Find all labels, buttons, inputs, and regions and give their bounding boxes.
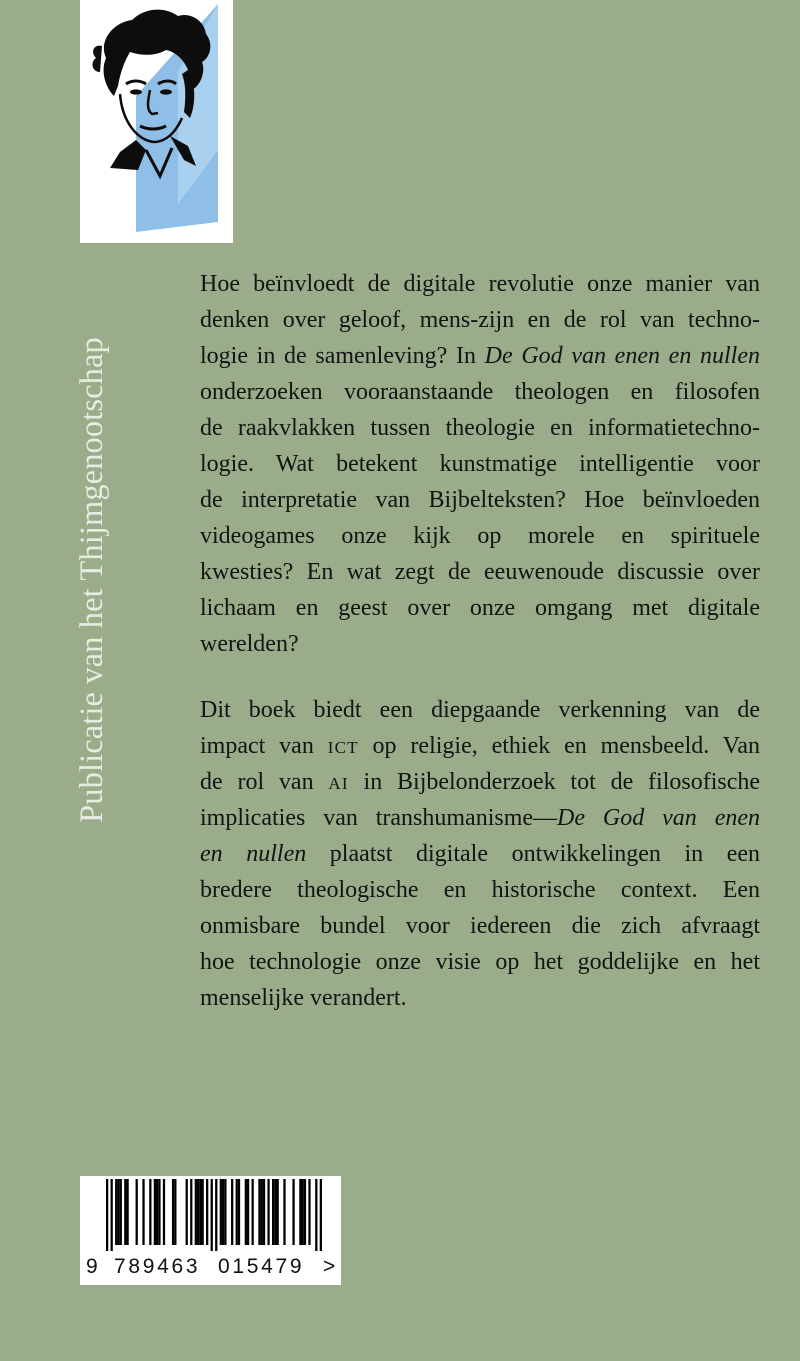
body-text: de raakvlakken tussen theologie en informatietechno- [200,415,760,441]
blurb-p2-line [200,800,760,836]
barcode-guard-bar [315,1179,317,1251]
barcode-bar [120,1179,122,1245]
barcode-bar [277,1179,279,1245]
blurb-p1-line [200,554,760,590]
isbn-end-mark: > [323,1255,336,1278]
body-text: kwesties? En wat zegt de eeuwenoude discussie over [200,559,760,585]
barcode-bar [154,1179,156,1245]
isbn-right-group: 015479 [218,1255,305,1278]
barcode-bar [126,1179,128,1245]
barcode-bar [274,1179,276,1245]
barcode-bar [267,1179,269,1245]
barcode-bar [220,1179,222,1245]
barcode-bar [231,1179,233,1245]
body-text: logie. Wat betekent kunstmatige intelligentie voor [200,451,760,477]
blurb-paragraph-2 [200,692,760,1016]
blurb-p2-line [200,872,760,908]
isbn-lead-digit: 9 [86,1255,98,1278]
barcode-bar [163,1179,165,1245]
barcode-bar [199,1179,201,1245]
barcode-bar [136,1179,138,1245]
body-text: plaatst digitale ontwikkelingen in een [306,841,761,867]
body-text: in Bijbelonderzoek tot de filosofische [348,769,760,795]
isbn-left-group: 789463 [114,1255,201,1278]
barcode-bar [156,1179,158,1245]
blurb-p2-line [200,908,760,944]
body-text: Hoe beïnvloedt de digitale revolutie onze manier van [200,271,760,297]
body-text: de interpretatie van Bijbelteksten? Hoe beïnvloeden [200,487,760,513]
italic-title-text: De God van enen [557,805,760,831]
blurb-p1-line [200,338,760,374]
barcode-bar [292,1179,294,1245]
barcode-bar [302,1179,304,1245]
barcode-bar [252,1179,254,1245]
barcode-bar [224,1179,226,1245]
barcode-bar [172,1179,174,1245]
blurb-p1-line [200,518,760,554]
body-text: onderzoeken vooraanstaande theologen en filosofen [200,379,760,405]
barcode-guard-bar [106,1179,108,1251]
barcode-bar [142,1179,144,1245]
barcode-bar [238,1179,240,1245]
publisher-logo [80,0,233,243]
barcode-bar [124,1179,126,1245]
barcode-bar [186,1179,188,1245]
isbn-barcode [80,1176,341,1285]
barcode-bar [247,1179,249,1245]
body-text: denken over geloof, mens-zijn en de rol van techno- [200,307,760,333]
body-text: hoe technologie onze visie op het goddelijke en het [200,949,760,975]
barcode-bar [174,1179,176,1245]
blurb-paragraph-1 [200,266,760,662]
body-text: op religie, ethiek en mensbeeld. Van [358,733,760,759]
barcode-guard-bar [215,1179,217,1251]
barcode-guard-bar [211,1179,213,1251]
barcode-bar [158,1179,160,1245]
barcode-guard-bar [111,1179,113,1251]
barcode-bar [299,1179,301,1245]
barcode-bar [261,1179,263,1245]
small-caps-text: AI [328,774,349,793]
back-cover-blurb [200,266,760,1016]
barcode-bar [197,1179,199,1245]
blurb-p2-line [200,692,760,728]
barcode-bar [115,1179,117,1245]
body-text: implicaties van transhumanisme— [200,805,558,831]
body-text: onmisbare bundel voor iedereen die zich afvraagt [200,913,760,939]
barcode-bar [190,1179,192,1245]
blurb-p1-line [200,266,760,302]
barcode-bar [308,1179,310,1245]
blurb-p2-line [200,728,760,764]
barcode-bar [272,1179,274,1245]
body-text: de rol van [200,769,329,795]
blurb-p1-line [200,446,760,482]
blurb-p2-line [200,980,760,1016]
barcode-bar [195,1179,197,1245]
portrait-logo-icon [80,0,233,243]
blurb-p2-line [200,764,760,800]
body-text: videogames onze kijk op morele en spirituele [200,523,760,549]
blurb-p2-line [200,944,760,980]
body-text: bredere theologische en historische context. Een [200,877,760,903]
barcode-bar [206,1179,208,1245]
barcode-guard-bar [320,1179,322,1251]
blurb-p1-line [200,626,760,662]
isbn-number [80,1252,341,1282]
barcode-bar [117,1179,119,1245]
barcode-bar [304,1179,306,1245]
body-text: logie in de samenleving? In [200,343,485,369]
body-text: lichaam en geest over onze omgang met digitale [200,595,760,621]
blurb-p1-line [200,374,760,410]
barcode-bar [149,1179,151,1245]
barcode-bars [106,1179,322,1251]
italic-title-text: en nullen [200,841,307,867]
barcode-bar [236,1179,238,1245]
blurb-p1-line [200,590,760,626]
barcode-bar [222,1179,224,1245]
body-text: menselijke verandert. [200,985,407,1011]
barcode-bar [258,1179,260,1245]
small-caps-text: ICT [327,738,359,757]
body-text: werelden? [200,631,299,657]
blurb-p2-line [200,836,760,872]
body-text: impact van [200,733,328,759]
barcode-bar [283,1179,285,1245]
blurb-p1-line [200,482,760,518]
barcode-bar [263,1179,265,1245]
blurb-p1-line [200,302,760,338]
italic-title-text: De God van enen en nullen [484,343,760,369]
body-text: Dit boek biedt een diepgaande verkenning van de [200,697,760,723]
blurb-p1-line [200,410,760,446]
spine-publisher-text: Publicatie van het Thijmgenootschap [74,337,110,823]
barcode-bar [245,1179,247,1245]
barcode-bar [201,1179,203,1245]
